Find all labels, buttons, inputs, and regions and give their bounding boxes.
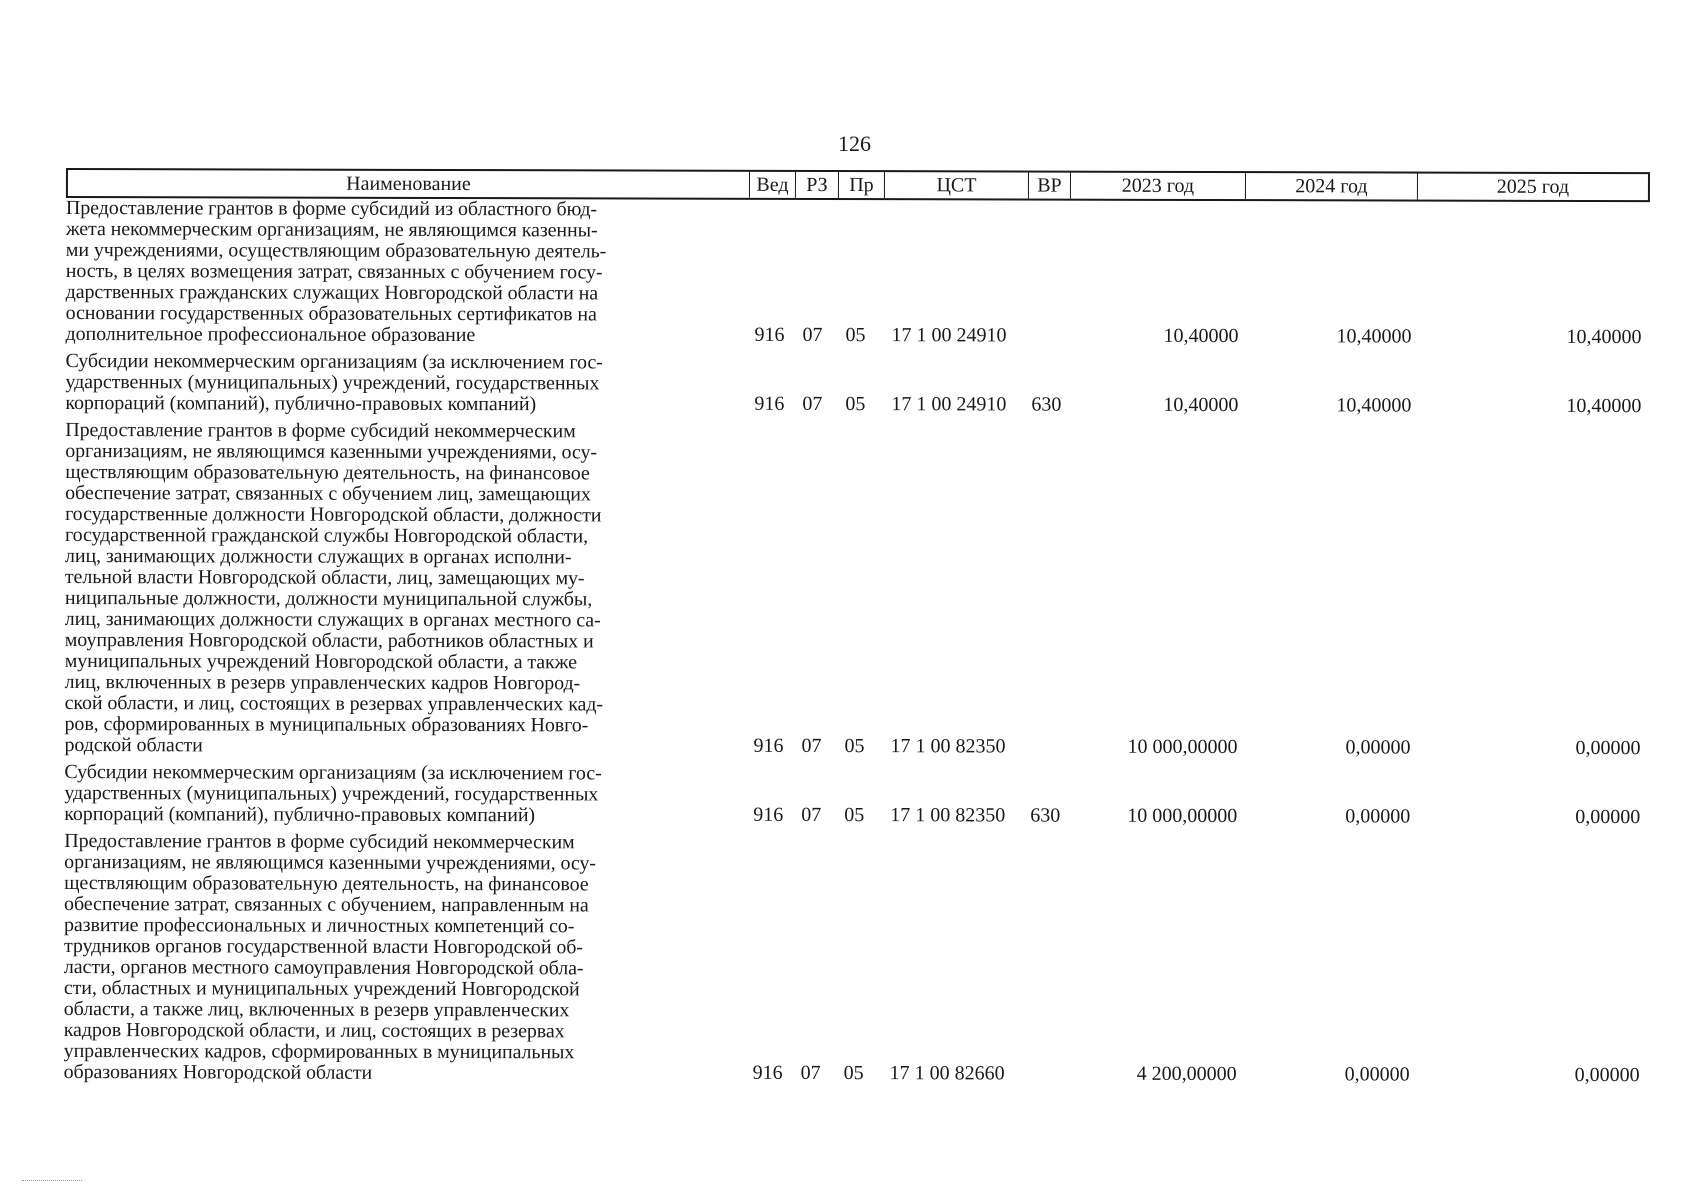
row-2023: 10 000,00000 <box>1127 804 1238 828</box>
row-2025: 0,00000 <box>1575 736 1641 760</box>
row-2025: 10,40000 <box>1566 394 1642 418</box>
header-2025: 2025 год <box>1496 175 1570 198</box>
scan-artifact <box>22 1180 82 1182</box>
row-2024: 0,00000 <box>1345 805 1411 828</box>
row-2023: 4 200,00000 <box>1136 1062 1237 1086</box>
page-number: 126 <box>838 131 871 156</box>
row-name: Предоставление грантов в форме субсидий из областного бюд- жета некоммерческим организациям, не являющимся казенны- ми учреждениями, осуществляющим образовательную деятель- ность, в целях возмещения затрат, связанных с обучением госу- дарственных гражданских служащих Новгородской области на основании государственных образовательных сертификатов на дополнительное профессиональное образование <box>65 196 607 347</box>
row-ved: 916 <box>753 734 784 757</box>
header-name: Наименование <box>68 170 750 198</box>
row-cst: 17 1 00 82660 <box>889 1062 1005 1085</box>
row-rz: 07 <box>801 734 822 757</box>
row-pr: 05 <box>843 1062 864 1085</box>
header-rz: РЗ <box>796 172 839 198</box>
table-row <box>66 198 1650 349</box>
row-vr: 630 <box>1031 393 1062 416</box>
header-2023: 2023 год <box>1071 173 1246 199</box>
row-2025: 10,40000 <box>1566 325 1642 349</box>
header-vr: ВР <box>1029 173 1071 199</box>
table-row <box>64 762 1648 829</box>
header-ved: Вед <box>750 172 796 198</box>
row-2023: 10,40000 <box>1163 393 1239 417</box>
row-2025: 0,00000 <box>1575 805 1641 829</box>
row-cst: 17 1 00 24910 <box>891 324 1007 347</box>
row-2023: 10,40000 <box>1163 324 1239 348</box>
row-name: Предоставление грантов в форме субсидий некоммерческим организациям, не являющимся казенными учреждениями, осу- ществляющим образовательную деятельность, на финансовое обеспечение затрат, связанных с обучением лиц, замещающих государственные должности Новгородской области, должности государственной гражданской службы Новгородской области, лиц, занимающих должности служащих в органах исполни- тельной власти Новгородской области, лиц, замещающих му- ниципальные должности, должности муниципальной службы, лиц, занимающих должности служащих в органах местного са- моуправления Новгородской области, работников областных и муниципальных учреждений Новгородской области, а также лиц, включенных в резерв управленческих кадров Новгород- ской области, и лиц, состоящих в резервах управленческих кад- ров, сформированных в муниципальных образованиях Новго- родской области <box>64 418 603 757</box>
row-2024: 10,40000 <box>1336 325 1412 348</box>
row-2025: 0,00000 <box>1574 1063 1640 1087</box>
row-2024: 0,00000 <box>1345 736 1411 759</box>
row-2024: 0,00000 <box>1344 1063 1410 1086</box>
row-ved: 916 <box>752 1061 783 1084</box>
table-row <box>64 420 1649 760</box>
row-cst: 17 1 00 82350 <box>890 735 1006 758</box>
row-pr: 05 <box>845 324 866 347</box>
row-cst: 17 1 00 82350 <box>890 804 1006 827</box>
row-2023: 10 000,00000 <box>1127 735 1238 759</box>
row-name: Субсидии некоммерческим организациям (за исключением гос- ударственных (муниципальных) учреждений, государственных корпораций (компаний), публично-правовых компаний) <box>64 760 602 827</box>
row-vr: 630 <box>1030 804 1061 827</box>
row-ved: 916 <box>753 803 784 826</box>
row-name: Предоставление грантов в форме субсидий некоммерческим организациям, не являющимся казенными учреждениями, осу- ществляющим образовательную деятельность, на финансовое обеспечение затрат, связанных с обучением, направленным на развитие профессиональных и личностных компетенций со- трудников органов государственной власти Новгородской об- ласти, органов местного самоуправления Новгородской обла- сти, областных и муниципальных учреждений Новгородской области, а также лиц, включенных в резерв управленческих кадров Новгородской области, и лиц, состоящих в резервах управленческих кадров, сформированных в муниципальных образованиях Новгородской области <box>63 829 596 1084</box>
row-2024: 10,40000 <box>1336 394 1412 417</box>
row-cst: 17 1 00 24910 <box>891 393 1007 416</box>
row-rz: 07 <box>802 392 823 415</box>
row-rz: 07 <box>802 323 823 346</box>
header-pr: Пр <box>839 172 885 198</box>
row-pr: 05 <box>844 804 865 827</box>
header-cst: ЦСТ <box>885 172 1029 198</box>
header-2024: 2024 год <box>1246 173 1418 199</box>
row-pr: 05 <box>844 735 865 758</box>
row-ved: 916 <box>754 392 785 415</box>
budget-table <box>64 168 1650 1087</box>
row-rz: 07 <box>801 803 822 826</box>
table-row <box>64 831 1649 1087</box>
row-name: Субсидии некоммерческим организациям (за исключением гос- ударственных (муниципальных) учреждений, государственных корпораций (компаний), публично-правовых компаний) <box>65 349 603 416</box>
table-row <box>65 351 1649 418</box>
row-rz: 07 <box>800 1061 821 1084</box>
row-pr: 05 <box>845 393 866 416</box>
row-ved: 916 <box>754 323 785 346</box>
